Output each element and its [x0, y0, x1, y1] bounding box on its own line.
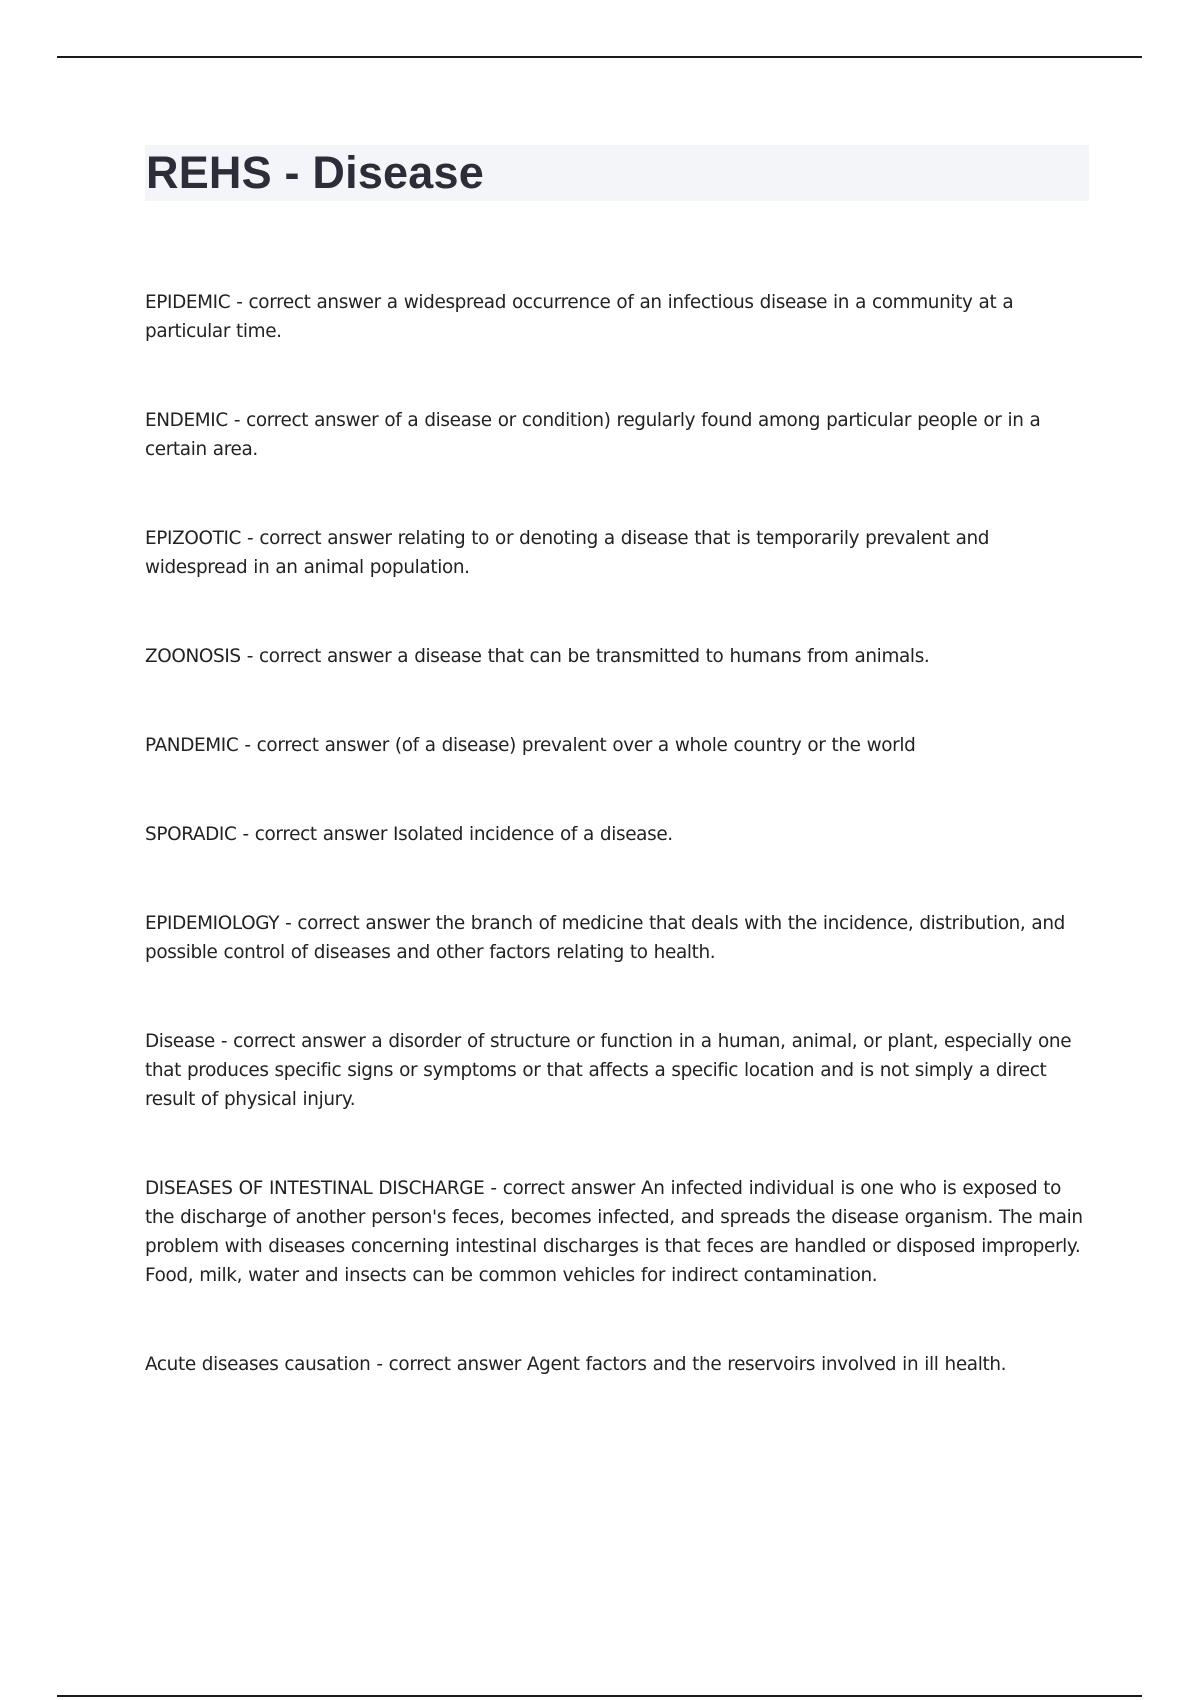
definition-entry: [145, 909, 1095, 967]
entry-term: EPIDEMIOLOGY -: [145, 913, 297, 934]
entry-term: DISEASES OF INTESTINAL DISCHARGE -: [145, 1178, 503, 1199]
entry-term: ZOONOSIS -: [145, 646, 259, 667]
page-title: REHS - Disease: [146, 147, 484, 198]
entry-term: ENDEMIC -: [145, 410, 246, 431]
entry-definition: correct answer (of a disease) prevalent over a whole country or the world: [256, 735, 916, 756]
definition-entry: [145, 642, 1095, 671]
definition-list: [145, 288, 1095, 1439]
definition-entry: [145, 820, 1095, 849]
entry-definition: correct answer Agent factors and the reservoirs involved in ill health.: [388, 1354, 1007, 1375]
entry-definition: correct answer a disease that can be transmitted to humans from animals.: [259, 646, 930, 667]
entry-definition: correct answer a widespread occurrence of an infectious disease in a community at a particular time.: [145, 292, 1014, 342]
top-rule: [57, 56, 1142, 58]
entry-definition: correct answer Isolated incidence of a disease.: [254, 824, 673, 845]
definition-entry: [145, 1174, 1095, 1290]
entry-term: EPIDEMIC -: [145, 292, 249, 313]
entry-definition: correct answer of a disease or condition) regularly found among particular people or in a certain area.: [145, 410, 1041, 460]
definition-entry: [145, 288, 1095, 346]
entry-definition: correct answer An infected individual is one who is exposed to the discharge of another person's feces, becomes infected, and spreads the disease organism. The main problem with diseases concerning intestinal discharges is that feces are handled or disposed improperly. Food, milk, water and insects can be common vehicles for indirect contamination.: [145, 1178, 1083, 1286]
definition-entry: [145, 406, 1095, 464]
entry-term: EPIZOOTIC -: [145, 528, 259, 549]
definition-entry: [145, 1027, 1095, 1114]
entry-definition: correct answer the branch of medicine that deals with the incidence, distribution, and possible control of diseases and other factors relating to health.: [145, 913, 1065, 963]
bottom-rule: [57, 1695, 1142, 1697]
definition-entry: [145, 1350, 1095, 1379]
entry-term: SPORADIC -: [145, 824, 255, 845]
entry-term: PANDEMIC -: [145, 735, 257, 756]
entry-term: Acute diseases causation -: [145, 1354, 389, 1375]
definition-entry: [145, 524, 1095, 582]
definition-entry: [145, 731, 1095, 760]
entry-definition: correct answer a disorder of structure or function in a human, animal, or plant, especially one that produces specific signs or symptoms or that affects a specific location and is not simply a direct result of physical injury.: [145, 1031, 1072, 1110]
entry-definition: correct answer relating to or denoting a disease that is temporarily prevalent and widespread in an animal population.: [145, 528, 990, 578]
entry-term: Disease -: [145, 1031, 233, 1052]
